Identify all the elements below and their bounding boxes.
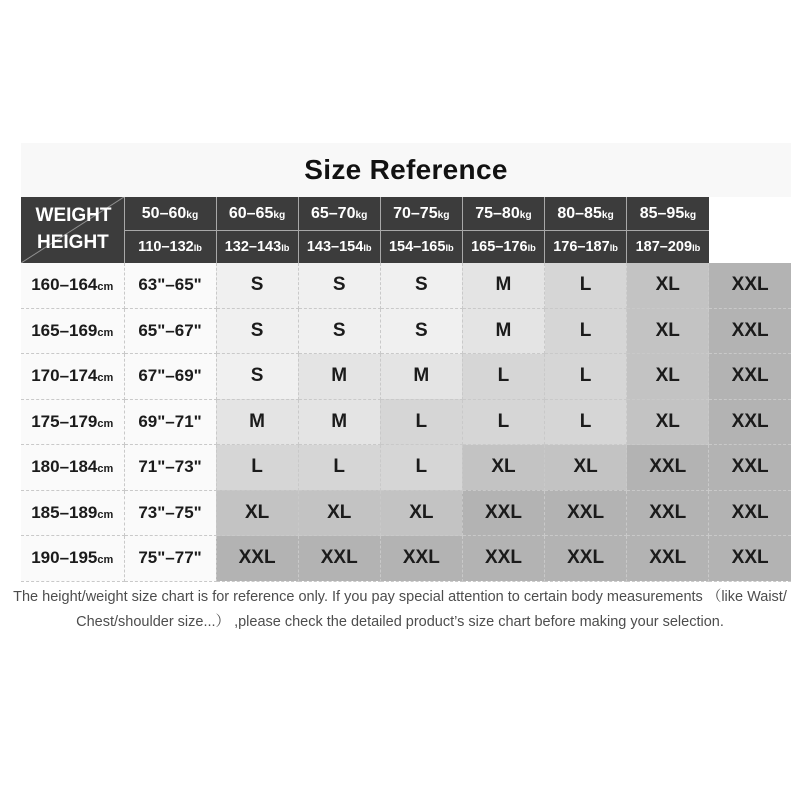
- size-cell: S: [216, 263, 298, 308]
- kg-unit: kg: [601, 209, 614, 221]
- lb-unit: lb: [193, 243, 202, 253]
- height-cell: 175–179cm: [21, 399, 124, 445]
- inches-cell: 75"–77": [124, 536, 216, 582]
- height-cell: 160–164cm: [21, 263, 124, 308]
- weight-col-header: 85–95kg: [627, 197, 709, 231]
- size-cell: XXL: [709, 263, 791, 308]
- size-cell: L: [216, 445, 298, 491]
- size-reference-table: [21, 197, 791, 582]
- disclaimer-line-1: The height/weight size chart is for reference only. If you pay special attention to certain body measurements （like Waist/: [13, 589, 787, 605]
- lb-unit: lb: [363, 243, 372, 253]
- size-cell: XL: [216, 490, 298, 536]
- size-cell: XXL: [709, 536, 791, 582]
- weight-col-subheader: 110–132lb: [124, 231, 216, 264]
- size-cell: XXL: [545, 536, 627, 582]
- size-cell: L: [545, 308, 627, 354]
- weight-col-subheader: 165–176lb: [462, 231, 544, 264]
- table-row: [21, 354, 791, 400]
- size-cell: XXL: [380, 536, 462, 582]
- size-cell: XXL: [709, 490, 791, 536]
- size-cell: XL: [545, 445, 627, 491]
- size-cell: XL: [627, 263, 709, 308]
- size-cell: L: [380, 445, 462, 491]
- height-cell: 170–174cm: [21, 354, 124, 400]
- weight-col-header: 50–60kg: [124, 197, 216, 231]
- weight-axis-label: WEIGHT: [35, 205, 112, 226]
- lb-unit: lb: [281, 243, 290, 253]
- table-row: [21, 399, 791, 445]
- size-cell: XXL: [216, 536, 298, 582]
- size-chart-panel: [21, 143, 791, 582]
- kg-unit: kg: [355, 209, 368, 221]
- size-cell: S: [216, 354, 298, 400]
- inches-cell: 65"–67": [124, 308, 216, 354]
- inches-cell: 67"–69": [124, 354, 216, 400]
- size-cell: XXL: [627, 536, 709, 582]
- size-cell: S: [298, 308, 380, 354]
- cm-unit: cm: [97, 326, 114, 339]
- height-cell: 190–195cm: [21, 536, 124, 582]
- weight-col-subheader: 154–165lb: [380, 231, 462, 264]
- size-cell: M: [462, 263, 544, 308]
- height-cell: 180–184cm: [21, 445, 124, 491]
- table-header: [21, 197, 791, 263]
- inches-cell: 73"–75": [124, 490, 216, 536]
- size-cell: XXL: [627, 490, 709, 536]
- size-cell: XL: [627, 354, 709, 400]
- size-cell: L: [380, 399, 462, 445]
- cm-unit: cm: [97, 554, 114, 567]
- size-cell: XL: [380, 490, 462, 536]
- size-cell: XL: [298, 490, 380, 536]
- height-weight-corner-cell: [21, 197, 124, 263]
- lb-unit: lb: [527, 243, 536, 253]
- size-cell: S: [380, 263, 462, 308]
- weight-col-subheader: 187–209lb: [627, 231, 709, 264]
- table-row: [21, 490, 791, 536]
- lb-unit: lb: [692, 243, 701, 253]
- height-axis-label: HEIGHT: [37, 232, 109, 253]
- size-cell: XXL: [709, 308, 791, 354]
- size-cell: XL: [627, 399, 709, 445]
- size-cell: L: [462, 354, 544, 400]
- inches-cell: 69"–71": [124, 399, 216, 445]
- height-cell: 185–189cm: [21, 490, 124, 536]
- weight-col-header: 70–75kg: [380, 197, 462, 231]
- size-cell: XXL: [709, 399, 791, 445]
- size-cell: L: [545, 399, 627, 445]
- weight-col-header: 60–65kg: [216, 197, 298, 231]
- disclaimer-text: [0, 585, 800, 635]
- cm-unit: cm: [97, 372, 114, 385]
- kg-unit: kg: [273, 209, 286, 221]
- weight-col-header: 65–70kg: [298, 197, 380, 231]
- size-cell: XXL: [709, 445, 791, 491]
- size-cell: XXL: [462, 536, 544, 582]
- inches-cell: 71"–73": [124, 445, 216, 491]
- table-row: [21, 445, 791, 491]
- size-cell: XL: [627, 308, 709, 354]
- disclaimer-line-2: Chest/shoulder size...） ,please check the detailed product’s size chart before making your selection.: [76, 614, 724, 630]
- size-cell: XXL: [545, 490, 627, 536]
- weight-col-subheader: 143–154lb: [298, 231, 380, 264]
- kg-unit: kg: [437, 209, 450, 221]
- title-band: [21, 143, 791, 197]
- page-title: Size Reference: [304, 154, 508, 185]
- size-cell: M: [216, 399, 298, 445]
- size-cell: M: [298, 399, 380, 445]
- weight-col-header: 80–85kg: [545, 197, 627, 231]
- kg-unit: kg: [186, 209, 199, 221]
- kg-unit: kg: [519, 209, 532, 221]
- cm-unit: cm: [97, 508, 114, 521]
- size-cell: L: [545, 354, 627, 400]
- size-cell: XXL: [298, 536, 380, 582]
- table-row: [21, 308, 791, 354]
- table-row: [21, 536, 791, 582]
- weight-col-subheader: 132–143lb: [216, 231, 298, 264]
- cm-unit: cm: [97, 281, 114, 294]
- size-cell: XXL: [709, 354, 791, 400]
- size-cell: M: [298, 354, 380, 400]
- size-cell: S: [216, 308, 298, 354]
- size-cell: XXL: [627, 445, 709, 491]
- cm-unit: cm: [97, 463, 114, 476]
- size-cell: S: [298, 263, 380, 308]
- size-cell: M: [462, 308, 544, 354]
- size-cell: XXL: [462, 490, 544, 536]
- size-cell: M: [380, 354, 462, 400]
- inches-cell: 63"–65": [124, 263, 216, 308]
- lb-unit: lb: [609, 243, 618, 253]
- size-cell: L: [298, 445, 380, 491]
- height-cell: 165–169cm: [21, 308, 124, 354]
- size-cell: L: [545, 263, 627, 308]
- weight-col-header: 75–80kg: [462, 197, 544, 231]
- kg-unit: kg: [684, 209, 697, 221]
- table-row: [21, 263, 791, 308]
- table-body: [21, 263, 791, 581]
- lb-unit: lb: [445, 243, 454, 253]
- size-cell: XL: [462, 445, 544, 491]
- size-cell: S: [380, 308, 462, 354]
- size-cell: L: [462, 399, 544, 445]
- cm-unit: cm: [97, 417, 114, 430]
- weight-col-subheader: 176–187lb: [545, 231, 627, 264]
